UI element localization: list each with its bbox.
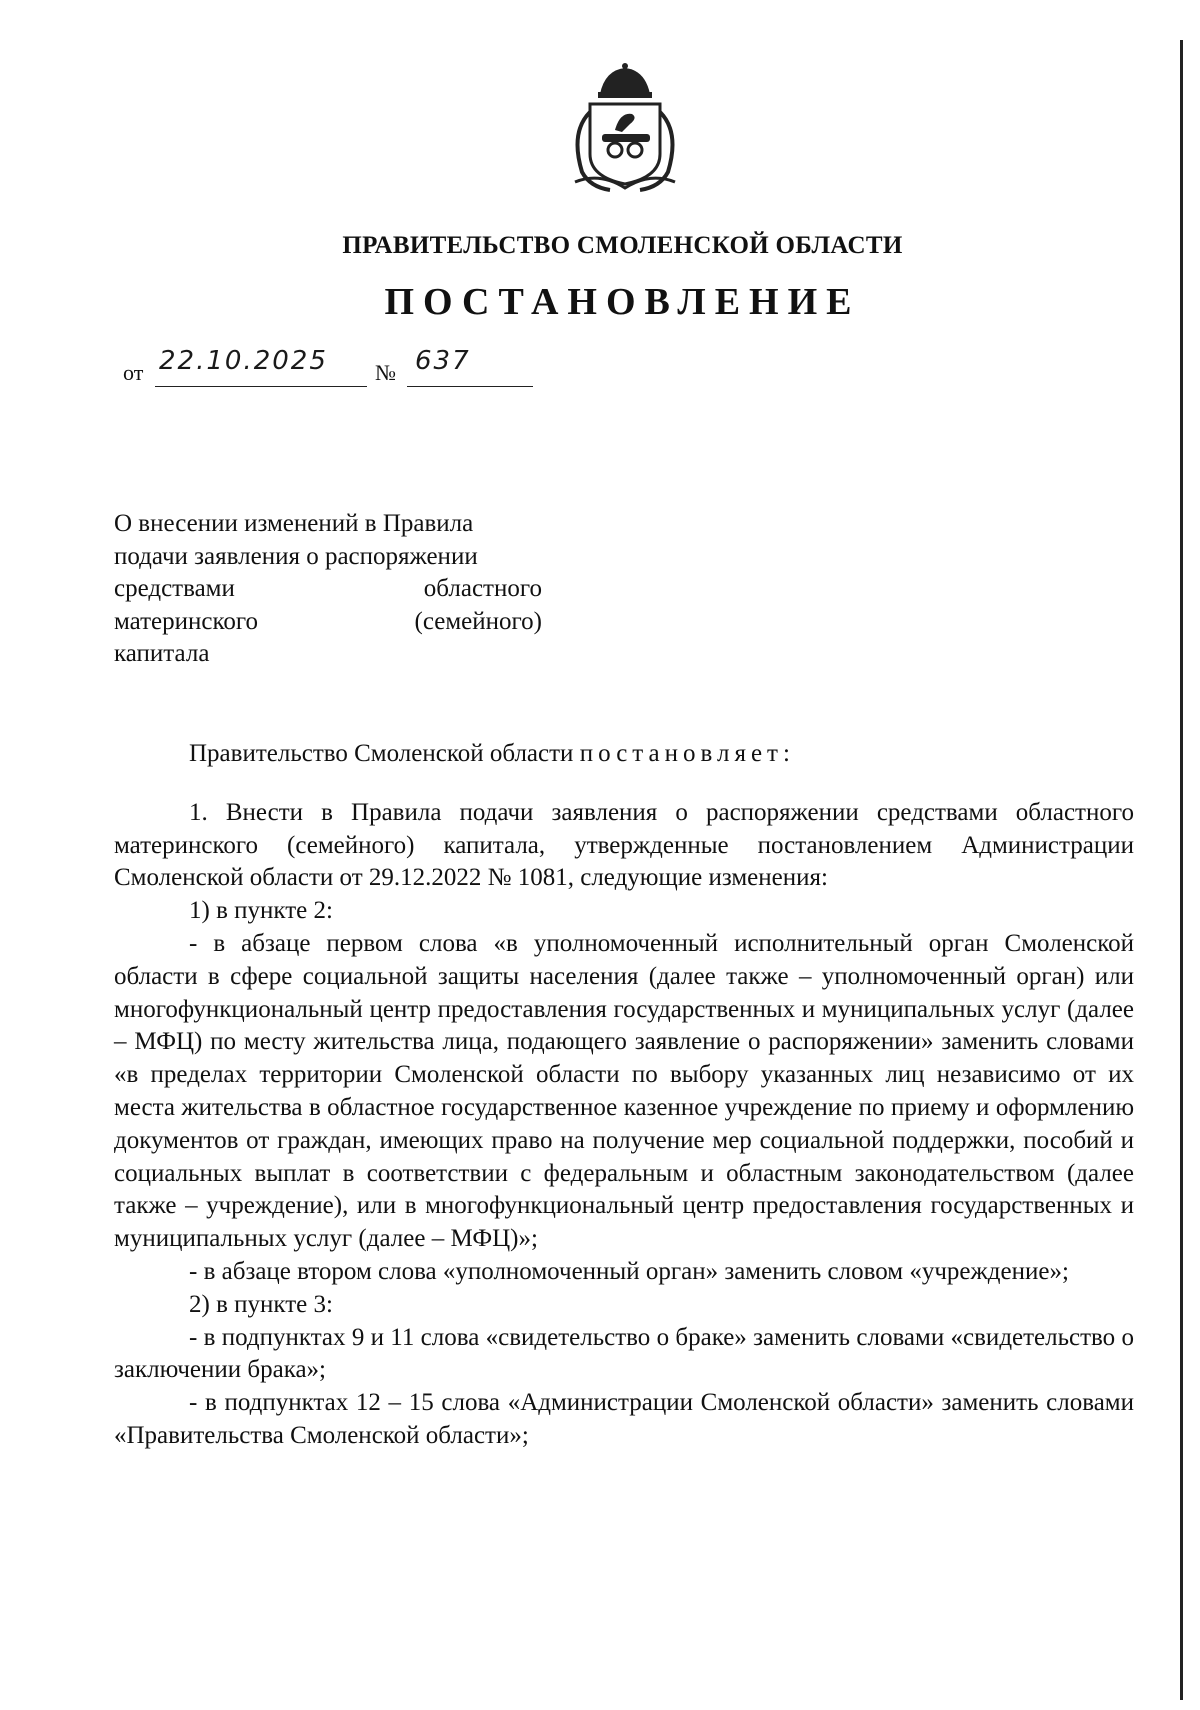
subject-text: материнского [114, 607, 258, 635]
paragraph: 1) в пункте 2: [189, 897, 333, 925]
coat-of-arms-emblem [560, 62, 690, 192]
number-underline [407, 386, 533, 387]
subject-line [114, 638, 542, 671]
paragraph: - в подпунктах 9 и 11 слова «свидетельство о браке» заменить словами «свидетельство о заключении брака»; [114, 1323, 1134, 1384]
subject-line [114, 606, 542, 639]
subject-text: капитала [114, 640, 210, 667]
paragraph: - в подпунктах 12 – 15 слова «Администрации Смоленской области» заменить словами «Правительства Смоленской области»; [114, 1389, 1134, 1449]
subject-text: (семейного) [414, 607, 542, 635]
subject-line [114, 541, 542, 574]
subject-line [114, 508, 542, 541]
handwritten-date: 22.10.2025 [159, 346, 328, 376]
paragraph: 2) в пункте 3: [189, 1290, 333, 1318]
preamble [114, 738, 1134, 771]
subject-text: средствами [114, 575, 235, 602]
organization-title: ПРАВИТЕЛЬСТВО СМОЛЕНСКОЙ ОБЛАСТИ [342, 232, 903, 259]
document-body [114, 738, 1134, 1453]
subject-text: О внесении изменений в Правила [114, 510, 474, 537]
handwritten-number: 637 [415, 346, 471, 376]
subject-line [114, 573, 542, 606]
paragraph: - в абзаце втором слова «уполномоченный орган» заменить словом «учреждение»; [189, 1257, 1069, 1285]
preamble-text: Правительство Смоленской области [189, 740, 574, 767]
date-prefix: от [123, 360, 144, 385]
document-subject [114, 508, 542, 671]
subject-text: подачи заявления о распоряжении [114, 542, 478, 570]
paragraph: 1. Внести в Правила подачи заявления о распоряжении средствами областного материнского (семейного) капитала, утвержденные постановлением Администрации Смоленской области от 29.12.2022 № 1081, следующие изменения: [114, 798, 1134, 892]
subject-text: областного [423, 575, 542, 602]
date-underline [155, 386, 367, 387]
paragraph: - в абзаце первом слова «в уполномоченный исполнительный орган Смоленской области в сфере социальной защиты населения (далее также – уполномоченный орган) или многофункциональный центр предоставления государственных и муниципальных услуг (далее – МФЦ) по месту жительства лица, подающего заявление о распоряжении» заменить словами «в пределах территории Смоленской области по выбору указанных лиц независимо от их места жительства в областное государственное казенное учреждение по приему и оформлению документов от граждан, имеющих право на получение мер социальной поддержки, пособий и социальных выплат в соответствии с федеральным и областным законодательством (далее также – учреждение), или в многофункциональный центр предоставления государственных и муниципальных услуг (далее – МФЦ)»; [114, 929, 1134, 1253]
preamble-verb: постановляет: [579, 740, 795, 767]
document-type-title: ПОСТАНОВЛЕНИЕ [384, 281, 861, 323]
number-prefix: № [375, 360, 396, 385]
